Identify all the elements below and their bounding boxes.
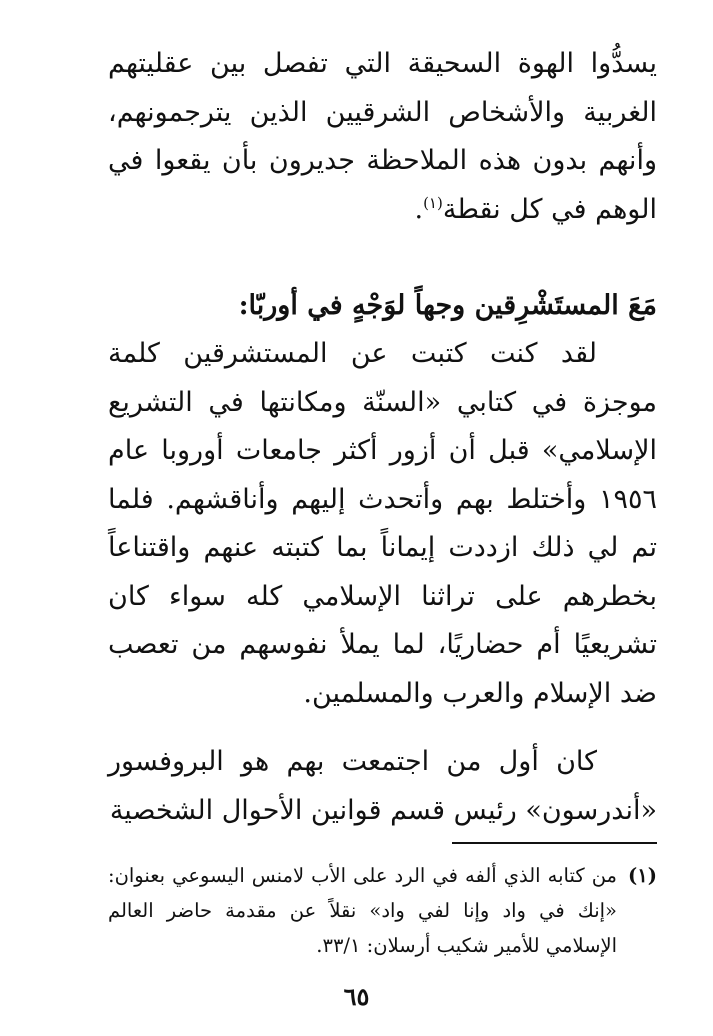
paragraph-3: كان أول من اجتمعت بهم هو البروفسور «أندرسون» رئيس قسم قوانين الأحوال الشخصية (108, 746, 657, 826)
footnote-number: (١) (628, 864, 657, 887)
section-heading: مَعَ المستَشْرِقين وجهاً لوَجْهٍ في أوربّا: (238, 290, 657, 321)
footnote-text: من كتابه الذي ألفه في الرد على الأب لامنس اليسوعي بعنوان: «إنك في واد وإنا لفي واد» نقلاً عن مقدمة حاضر العالم الإسلامي للأمير شكيب أرسلان: ٣٣/١. (108, 864, 617, 957)
intro-paragraph-end: . (414, 193, 424, 225)
footnote-marker: (١) (423, 193, 443, 212)
intro-paragraph-text: يسدُّوا الهوة السحيقة التي تفصل بين عقليتهم الغربية والأشخاص الشرقيين الذين يترجمونهم، وأنهم بدون هذه الملاحظة جديرون بأن يقعوا في الوهم في كل نقطة (108, 48, 657, 225)
footnotes (108, 858, 657, 963)
section-gap (108, 234, 657, 282)
intro-paragraph (108, 40, 657, 234)
paragraph-2: لقد كنت كتبت عن المستشرقين كلمة موجزة في كتابي «السنّة ومكانتها في التشريع الإسلامي» قبل أن أزور أكثر جامعات أوروبا عام ١٩٥٦ وأختلط بهم وأتحدث إليهم وأناقشهم. فلما تم لي ذلك ازددت إيماناً بما كتبته عنهم واقتناعاً بخطرهم على تراثنا الإسلامي كله سواء كان تشريعيًا أم حضاريًا، لما يملأ نفوسهم من تعصب ضد الإسلام والعرب والمسلمين. (108, 338, 657, 709)
footnote-item (108, 858, 657, 963)
main-text (108, 40, 657, 835)
paragraph-gap (108, 718, 657, 738)
page-number: ٦٥ (343, 982, 370, 1011)
footnote-divider (452, 842, 657, 844)
